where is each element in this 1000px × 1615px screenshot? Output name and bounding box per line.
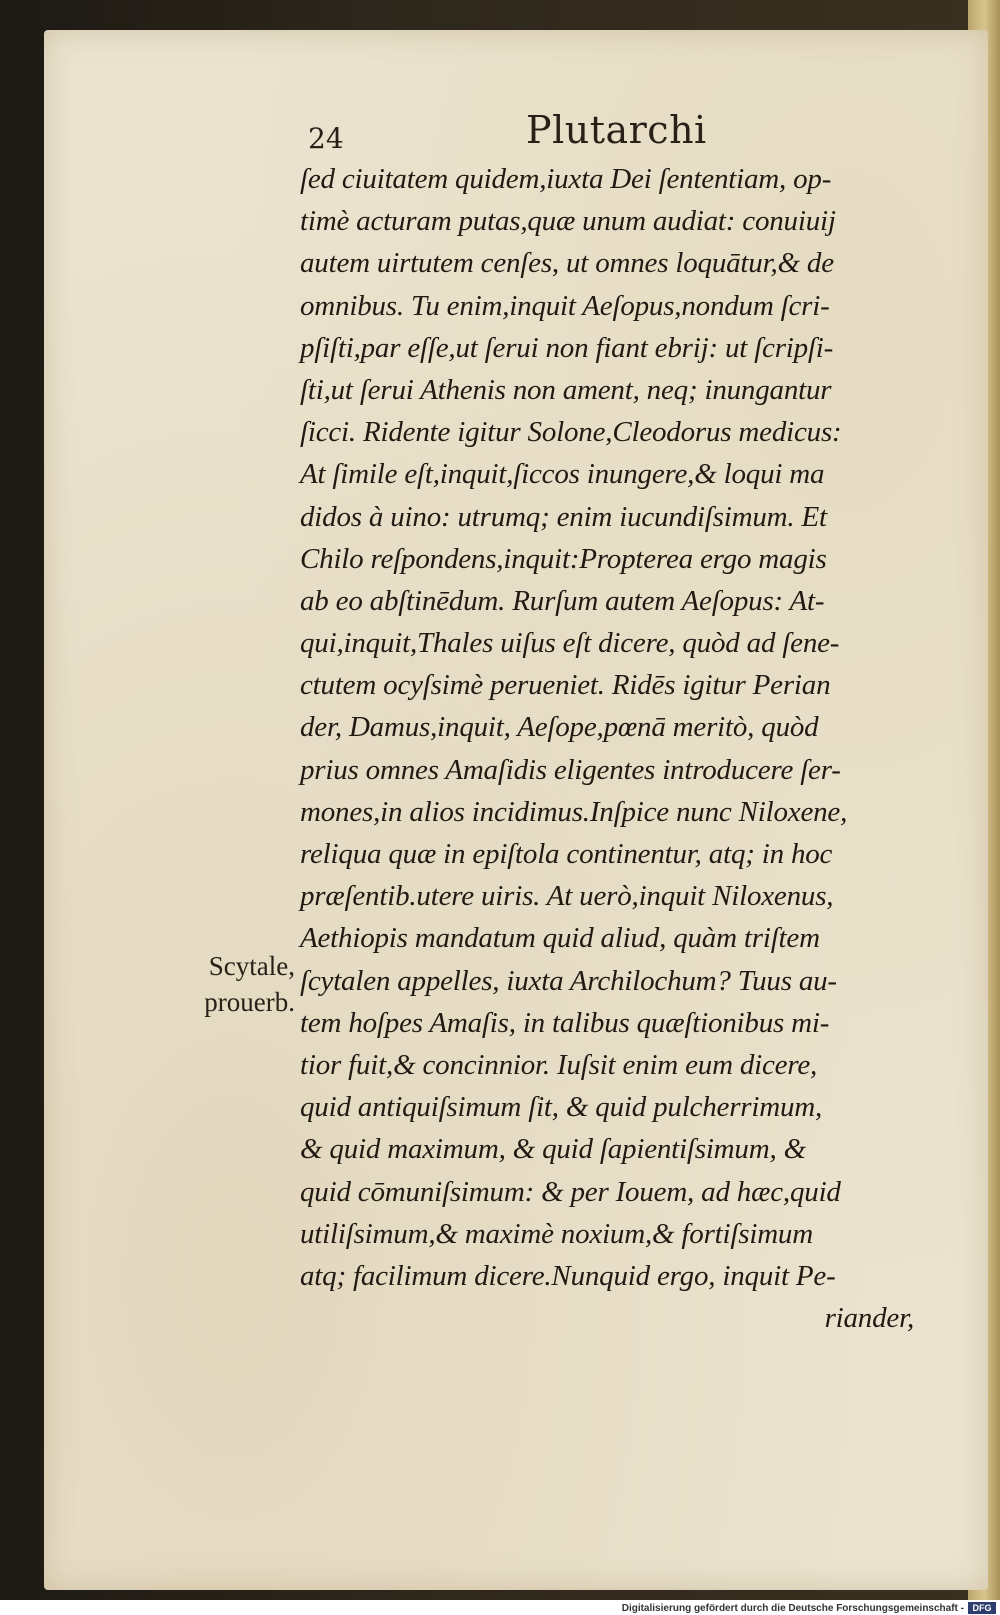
funding-credit: Digitalisierung gefördert durch die Deutsche Forschungsgemeinschaft -	[621, 1603, 964, 1614]
text-line: reliqua quæ in epiſtola continentur, atq; in hoc	[300, 838, 833, 870]
text-line: omnibus. Tu enim,inquit Aeſopus,nondum ſcri-	[300, 289, 830, 322]
text-line: & quid maximum, & quid ſapientiſsimum, &	[300, 1133, 806, 1166]
page-header	[308, 108, 708, 155]
text-line: tior fuit,& concinnior. Iuſsit enim eum dicere,	[300, 1048, 818, 1081]
text-line: timè acturam putas,quæ unum audiat: conuiuij	[300, 205, 836, 238]
text-line: prius omnes Amaſidis eligentes introducere ſer-	[300, 753, 841, 786]
text-line: pſiſti,par eſſe,ut ſerui non fiant ebrij: ut ſcripſi-	[300, 331, 834, 364]
text-line: Chilo reſpondens,inquit:Propterea ergo magis	[300, 542, 827, 575]
text-line: tem hoſpes Amaſis, in talibus quæſtionibus mi-	[300, 1006, 830, 1039]
page-number: 24	[308, 122, 344, 155]
text-line: præſentib.utere uiris. At uerò,inquit Niloxenus,	[300, 880, 834, 913]
text-line: qui,inquit,Thales uiſus eſt dicere, quòd ad ſene-	[300, 627, 840, 660]
text-line: quid antiquiſsimum ſit, & quid pulcherrimum,	[300, 1091, 823, 1124]
text-line: autem uirtutem cenſes, ut omnes loquātur,& de	[300, 247, 834, 280]
running-title: Plutarchi	[526, 108, 707, 152]
text-line: didos à uino: utrumq; enim iucundiſsimum. Et	[300, 500, 827, 533]
text-line: Aethiopis mandatum quid aliud, quàm triſtem	[300, 922, 820, 955]
text-line: atq; facilimum dicere.Nunquid ergo, inquit Pe-	[300, 1259, 836, 1292]
text-line: ſed ciuitatem quidem,iuxta Dei ſententiam, op-	[300, 163, 832, 195]
text-line: ctutem ocyſsimè perueniet. Ridēs igitur Perian	[300, 669, 831, 702]
text-line: utiliſsimum,& maximè noxium,& fortiſsimum	[300, 1217, 813, 1250]
footer-bar	[0, 1600, 1000, 1615]
catchword-line: riander,	[824, 1302, 914, 1335]
margin-note	[170, 948, 295, 1020]
body-text	[300, 158, 920, 1339]
text-line: mones,in alios incidimus.Inſpice nunc Niloxene,	[300, 795, 848, 828]
margin-note-line: Scytale,	[208, 951, 295, 981]
text-line: At ſimile eſt,inquit,ſiccos inungere,& loqui ma	[300, 458, 825, 491]
dfg-logo: DFG	[968, 1602, 996, 1614]
text-line: ſicci. Ridente igitur Solone,Cleodorus medicus:	[300, 416, 842, 449]
text-line: ab eo abſtinēdum. Rurſum autem Aeſopus: At-	[300, 584, 825, 617]
text-line: ſcytalen appelles, iuxta Archilochum? Tuus au-	[300, 964, 837, 997]
text-line: ſti,ut ſerui Athenis non ament, neq; inungantur	[300, 373, 832, 406]
margin-note-line: prouerb.	[204, 987, 295, 1017]
text-line: der, Damus,inquit, Aeſope,pœnā meritò, quòd	[300, 711, 819, 744]
text-line: quid cōmuniſsimum: & per Iouem, ad hæc,quid	[300, 1175, 841, 1208]
